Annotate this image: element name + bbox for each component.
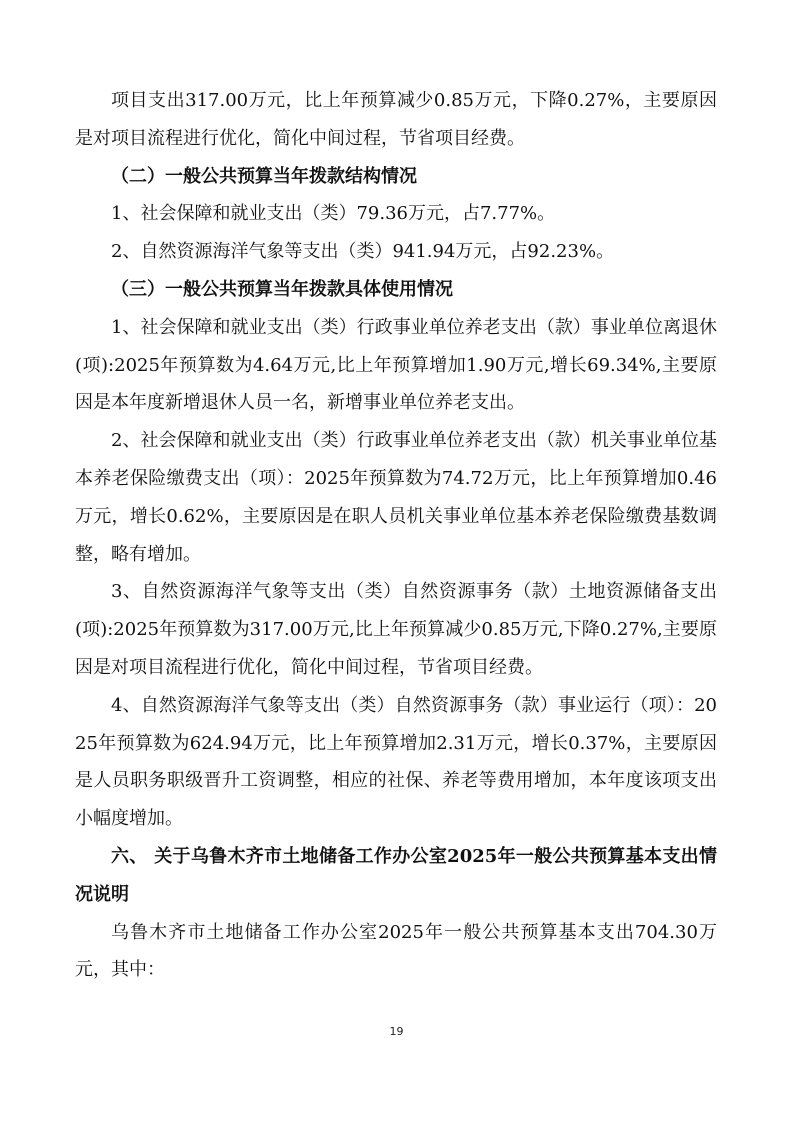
social-security-share-paragraph: 1、社会保障和就业支出（类）79.36万元，占7.77%。 (111, 203, 556, 225)
natural-resources-share-paragraph: 2、自然资源海洋气象等支出（类）941.94万元，占92.23%。 (111, 241, 615, 263)
page-number: 19 (389, 1025, 404, 1038)
basic-expenditure-summary-paragraph: 乌鲁木齐市土地储备工作办公室2025年一般公共预算基本支出704.30万元，其中： (75, 921, 717, 981)
pension-insurance-paragraph: 2、社会保障和就业支出（类）行政事业单位养老支出（款）机关事业单位基本养老保险缴费支出（项）：2025年预算数为74.72万元，比上年预算增加0.46万元，增长0.62%，主要原因是在职人员机关事业单位基本养老保险缴费基数调整，略有增加。 (75, 430, 717, 565)
operations-expense-paragraph: 4、自然资源海洋气象等支出（类）自然资源事务（款）事业运行（项）：2025年预算数为624.94万元，比上年预算增加2.31万元，增长0.37%，主要原因是人员职务职级晋升工资调整，相应的社保、养老等费用增加，本年度该项支出小幅度增加。 (75, 694, 717, 830)
retirement-expense-paragraph: 1、社会保障和就业支出（类）行政事业单位养老支出（款）事业单位离退休(项):2025年预算数为4.64万元,比上年预算增加1.90万元,增长69.34%,主要原因是本年度新增退休人员一名，新增事业单位养老支出。 (75, 316, 717, 414)
basic-expenditure-section-heading: 六、 关于乌鲁木齐市土地储备工作办公室2025年一般公共预算基本支出情况说明 (75, 845, 717, 905)
project-expenditure-paragraph: 项目支出317.00万元，比上年预算减少0.85万元，下降0.27%，主要原因是对项目流程进行优化，简化中间过程，节省项目经费。 (75, 90, 717, 149)
appropriation-structure-heading: （二）一般公共预算当年拨款结构情况 (111, 165, 417, 187)
land-reserve-paragraph: 3、自然资源海洋气象等支出（类）自然资源事务（款）土地资源储备支出(项):2025年预算数为317.00万元,比上年预算减少0.85万元,下降0.27%,主要原因是对项目流程进行优化，简化中间过程，节省项目经费。 (75, 581, 717, 678)
appropriation-usage-heading: （三）一般公共预算当年拨款具体使用情况 (111, 278, 453, 300)
document-body (75, 82, 717, 989)
